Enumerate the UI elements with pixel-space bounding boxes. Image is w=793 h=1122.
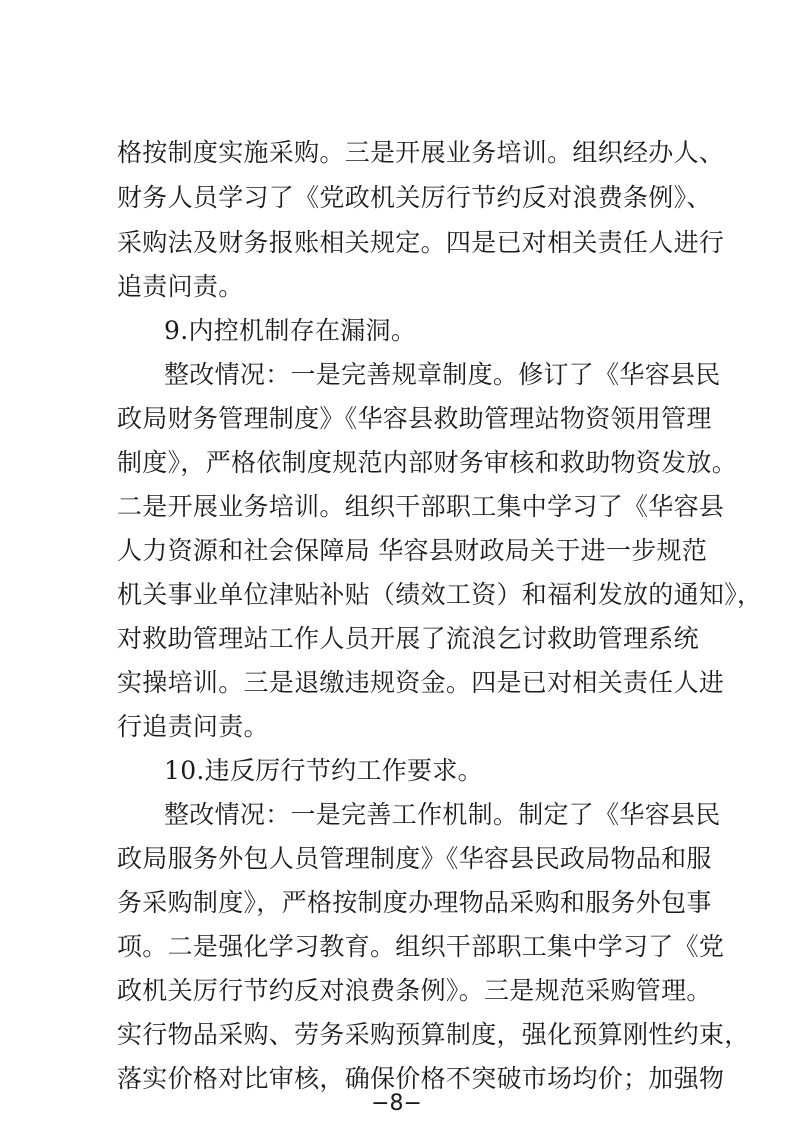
text-line: 追责问责。 <box>117 272 244 301</box>
text-line: 二是开展业务培训。组织干部职工集中学习了《华容县 <box>117 492 725 521</box>
text-line: 务采购制度》，严格按制度办理物品采购和服务外包事 <box>117 888 712 917</box>
text-line: 采购法及财务报账相关规定。四是已对相关责任人进行 <box>117 228 725 257</box>
text-line: 格按制度实施采购。三是开展业务培训。组织经办人、 <box>117 138 725 167</box>
text-line: 项。二是强化学习教育。组织干部职工集中学习了《党 <box>117 932 725 961</box>
text-line: 行追责问责。 <box>117 712 269 741</box>
text-line: 实操培训。三是退缴违规资金。四是已对相关责任人进 <box>117 668 725 697</box>
text-line: 财务人员学习了《党政机关厉行节约反对浪费条例》、 <box>117 183 712 212</box>
text-line: 机关事业单位津贴补贴（绩效工资）和福利发放的通知》， <box>117 580 763 609</box>
text-line: 政局服务外包人员管理制度》《华容县民政局物品和服 <box>117 844 712 873</box>
text-line: 落实价格对比审核，确保价格不突破市场均价；加强物 <box>117 1064 725 1093</box>
text-line: 政机关厉行节约反对浪费条例》。三是规范采购管理。 <box>117 976 712 1005</box>
page-number: −8− <box>371 1091 422 1116</box>
text-line: 人力资源和社会保障局 华容县财政局关于进一步规范 <box>117 536 708 565</box>
section-heading-9: 9.内控机制存在漏洞。 <box>164 316 417 345</box>
text-line: 政局财务管理制度》《华容县救助管理站物资领用管理 <box>117 404 712 433</box>
text-line: 整改情况：一是完善工作机制。制定了《华容县民 <box>164 800 721 829</box>
text-line: 制度》，严格依制度规范内部财务审核和救助物资发放。 <box>117 448 738 477</box>
text-line: 对救助管理站工作人员开展了流浪乞讨救助管理系统 <box>117 624 699 653</box>
section-heading-10: 10.违反厉行节约工作要求。 <box>164 756 483 785</box>
text-line: 整改情况：一是完善规章制度。修订了《华容县民 <box>164 360 721 389</box>
text-line: 实行物品采购、劳务采购预算制度，强化预算刚性约束， <box>117 1020 750 1049</box>
